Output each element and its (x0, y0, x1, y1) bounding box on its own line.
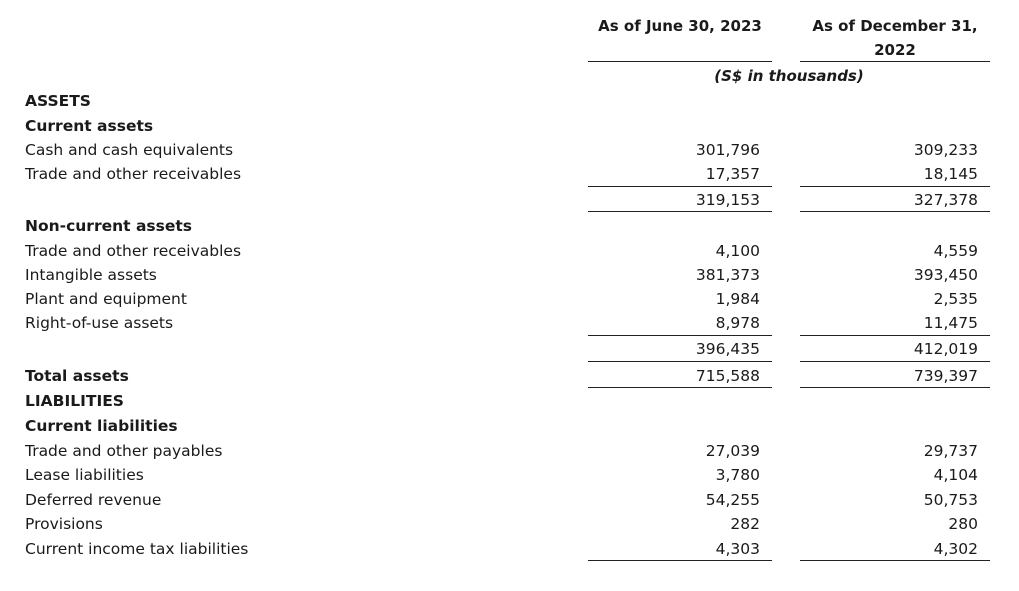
table-row-trade-payables (0, 439, 1019, 463)
table-row-cash (0, 138, 1019, 162)
section-non-current-assets (0, 214, 1019, 238)
section-heading: Non-current assets (25, 217, 193, 235)
column-header-june-2023: As of June 30, 2023 (598, 17, 762, 35)
bottom-rule-col1 (588, 560, 772, 561)
value-2022: 280 (948, 515, 978, 533)
table-row-plant-equipment (0, 287, 1019, 311)
row-label: Trade and other receivables (25, 165, 242, 183)
units-caption: (S$ in thousands) (714, 67, 864, 85)
value-2022: 4,559 (933, 242, 978, 260)
value-2023: 3,780 (715, 466, 760, 484)
value-2023: 715,588 (695, 367, 760, 385)
value-2023: 396,435 (695, 340, 760, 358)
table-row-right-of-use (0, 311, 1019, 335)
value-2022: 309,233 (913, 141, 978, 159)
section-heading: Current liabilities (25, 417, 178, 435)
value-2023: 282 (730, 515, 760, 533)
value-2023: 301,796 (695, 141, 760, 159)
value-2022: 393,450 (913, 266, 978, 284)
row-label: Plant and equipment (25, 290, 187, 308)
column-header-dec-2022-line1: As of December 31, (812, 17, 978, 35)
section-heading: ASSETS (25, 92, 91, 110)
value-2022: 2,535 (933, 290, 978, 308)
value-2023: 17,357 (705, 165, 760, 183)
table-row-income-tax (0, 537, 1019, 561)
value-2023: 1,984 (715, 290, 760, 308)
column-header-dec-2022-line2: 2022 (874, 41, 916, 59)
table-row-intangible-assets (0, 263, 1019, 287)
value-2022: 11,475 (923, 314, 978, 332)
table-row-current-assets-total (0, 188, 1019, 212)
total-rule-col2 (800, 211, 990, 212)
section-heading: LIABILITIES (25, 392, 124, 410)
row-label: Lease liabilities (25, 466, 144, 484)
table-row-trade-receivables-current (0, 162, 1019, 186)
total-rule-col1 (588, 361, 772, 362)
subtotal-rule-col2 (800, 186, 990, 187)
value-2022: 4,302 (933, 540, 978, 558)
subtotal-rule-col1 (588, 186, 772, 187)
value-2023: 27,039 (705, 442, 760, 460)
value-2023: 4,100 (715, 242, 760, 260)
value-2023: 319,153 (695, 191, 760, 209)
row-label: Provisions (25, 515, 103, 533)
table-row-trade-receivables-noncurrent (0, 239, 1019, 263)
section-assets (0, 89, 1019, 113)
table-row-non-current-total (0, 337, 1019, 361)
row-label: Total assets (25, 367, 129, 385)
value-2022: 29,737 (923, 442, 978, 460)
value-2022: 50,753 (923, 491, 978, 509)
table-row-provisions (0, 512, 1019, 536)
bottom-rule-col2 (800, 560, 990, 561)
row-label: Deferred revenue (25, 491, 162, 509)
value-2023: 54,255 (705, 491, 760, 509)
section-current-assets (0, 114, 1019, 138)
row-label: Trade and other payables (25, 442, 223, 460)
value-2022: 739,397 (913, 367, 978, 385)
table-row-total-assets (0, 364, 1019, 388)
subtotal-rule-col2 (800, 335, 990, 336)
row-label: Cash and cash equivalents (25, 141, 234, 159)
row-label: Intangible assets (25, 266, 157, 284)
value-2022: 18,145 (923, 165, 978, 183)
value-2022: 4,104 (933, 466, 978, 484)
value-2022: 327,378 (913, 191, 978, 209)
subtotal-rule-col1 (588, 335, 772, 336)
row-label: Right-of-use assets (25, 314, 174, 332)
value-2023: 381,373 (695, 266, 760, 284)
row-label: Trade and other receivables (25, 242, 242, 260)
grand-total-rule-col2 (800, 387, 990, 388)
section-heading: Current assets (25, 117, 154, 135)
table-row-lease-liabilities (0, 463, 1019, 487)
header-rule-col2 (800, 61, 990, 62)
grand-total-rule-col1 (588, 387, 772, 388)
section-liabilities (0, 389, 1019, 413)
value-2022: 412,019 (913, 340, 978, 358)
row-label: Current income tax liabilities (25, 540, 249, 558)
total-rule-col2 (800, 361, 990, 362)
value-2023: 8,978 (715, 314, 760, 332)
header-rule-col1 (588, 61, 772, 62)
table-row-deferred-revenue (0, 488, 1019, 512)
column-header-dec-2022 (800, 14, 990, 62)
total-rule-col1 (588, 211, 772, 212)
section-current-liabilities (0, 414, 1019, 438)
value-2023: 4,303 (715, 540, 760, 558)
